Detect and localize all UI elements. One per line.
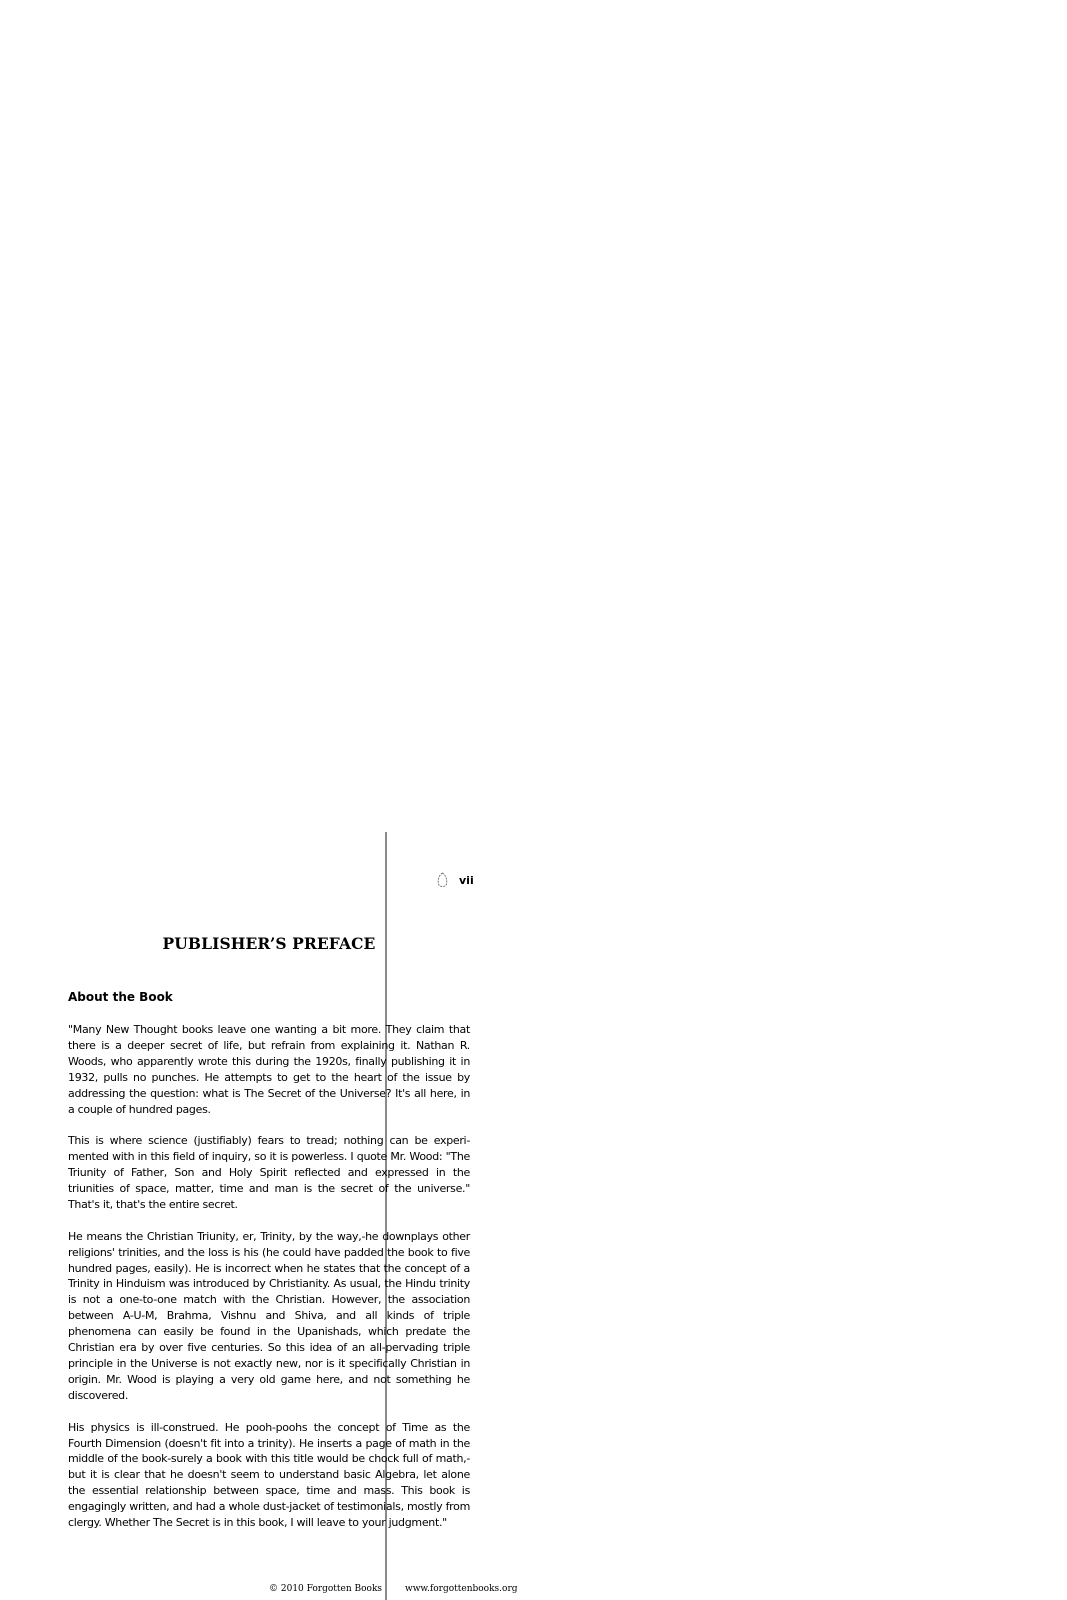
- ornament-icon: [437, 872, 448, 888]
- page-title: PUBLISHER’S PREFACE: [162, 934, 376, 953]
- paragraph: "Many New Thought books leave one wanting a bit more. They claim that there is a deeper secret of life, but refrain from explaining it. Nathan R. Woods, who apparently wrote this during the 1920s, finally publishing it in 1932, pulls no punches. He attempts to get to the heart of the issue by addressing the question: what is The Secret of the Universe? It's all here, in a couple of hundred pages.: [68, 1023, 470, 1116]
- section-heading: About the Book: [68, 990, 173, 1004]
- page-number: vii: [459, 874, 474, 887]
- paragraph: This is where science (justifiably) fears to tread; nothing can be experi- mented with in this field of inquiry, so it is powerless. I quote Mr. Wood: "The Triunity of Father, Son and Holy Spirit reflected and expressed in the triunities of space, matter, time and man is the secret of the universe." That's it, that's the entire secret.: [68, 1134, 470, 1211]
- footer-website: www.forgottenbooks.org: [405, 1584, 518, 1594]
- paragraph: He means the Christian Triunity, er, Trinity, by the way,-he downplays other religions' trinities, and the loss is his (he could have padded the book to five hundred pages, easily). He is incorrect when he states that the concept of a Trinity in Hinduism was introduced by Christianity. As usual, the Hindu trinity is not a one-to-one match with the Christian. However, the association between A-U-M, Brahma, Vishnu and Shiva, and all kinds of triple phenomena can easily be found in the Upanishads, which predate the Christian era by over five centuries. So this idea of an all-pervading triple principle in the Universe is not exactly new, nor is it specifically Christian in origin. Mr. Wood is playing a very old game here, and not something he discovered.: [68, 1229, 470, 1402]
- paragraph: His physics is ill-construed. He pooh-poohs the concept of Time as the Fourth Dimension (doesn't fit into a trinity). He inserts a page of math in the middle of the book-surely a book with this title would be chock full of math,-but it is clear that he doesn't seem to understand basic Algebra, let alone the essential relationship between space, time and mass. This book is engagingly written, and had a whole dust-jacket of testimonials, mostly from clergy. Whether The Secret is in this book, I will leave to your judgment.": [68, 1420, 470, 1530]
- preface-body: [68, 1022, 470, 1547]
- footer-copyright: © 2010 Forgotten Books: [269, 1584, 383, 1594]
